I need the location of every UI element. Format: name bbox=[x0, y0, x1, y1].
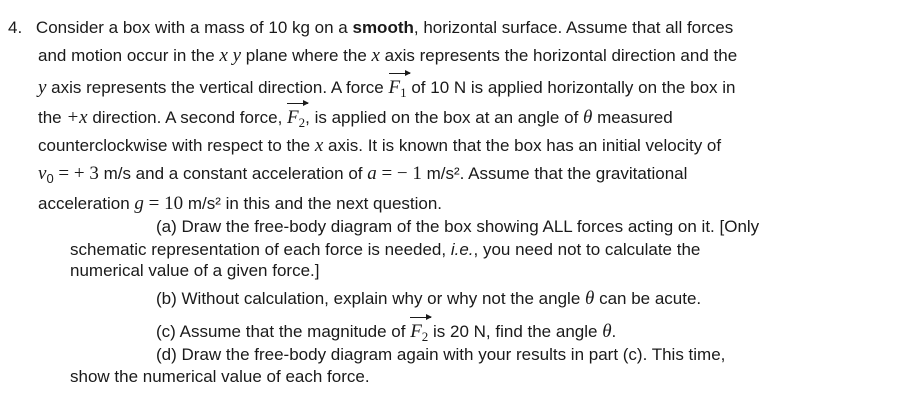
text: can be acute. bbox=[594, 289, 702, 308]
text: (c) Assume that the magnitude of bbox=[156, 322, 411, 341]
text: counterclockwise with respect to the bbox=[38, 136, 315, 155]
subscript: 0 bbox=[46, 171, 54, 186]
math-theta: θ bbox=[602, 321, 612, 342]
math-f: F bbox=[287, 107, 299, 128]
math-v0-value: = + 3 bbox=[58, 163, 99, 184]
text: (b) Without calculation, explain why or why not the angle bbox=[156, 289, 586, 308]
part-c bbox=[156, 320, 616, 343]
subscript: 1 bbox=[400, 85, 407, 100]
text: and a constant acceleration of bbox=[130, 164, 368, 183]
text: plane where the bbox=[241, 46, 372, 65]
text: schematic representation of each force is needed, bbox=[70, 240, 451, 259]
text: Consider a box with a mass of 10 kg on a bbox=[35, 18, 353, 37]
text: , horizontal surface. Assume that all forces bbox=[413, 18, 734, 37]
text: acceleration bbox=[38, 194, 135, 213]
text: direction. A second force, bbox=[87, 108, 288, 127]
math-a-value: = − 1 bbox=[376, 163, 422, 184]
question-line-7 bbox=[38, 194, 442, 214]
text: axis represents the vertical direction. A force bbox=[46, 78, 389, 97]
math-g-value: = 10 bbox=[143, 193, 184, 214]
subscript: 2 bbox=[298, 115, 306, 130]
math-xy: x y bbox=[219, 45, 242, 66]
part-d-line-2 bbox=[70, 367, 370, 387]
emphasis-smooth: smooth bbox=[352, 18, 414, 37]
question-line-5 bbox=[38, 136, 721, 156]
subscript: 2 bbox=[421, 329, 429, 344]
vector-f1 bbox=[389, 76, 407, 99]
vector-f2 bbox=[410, 320, 428, 343]
math-x: x bbox=[314, 135, 324, 156]
vector-f2 bbox=[287, 106, 305, 129]
text: , you need not to calculate the bbox=[473, 240, 701, 259]
text: m/s bbox=[98, 164, 131, 183]
text: , is applied on the box at an angle of bbox=[305, 108, 584, 127]
text: show the numerical value of each force. bbox=[70, 367, 370, 386]
question-line-4 bbox=[38, 106, 673, 129]
part-a-line-3 bbox=[70, 261, 319, 281]
math-f: F bbox=[410, 321, 422, 342]
part-d-line-1 bbox=[156, 345, 725, 365]
part-a-line-1 bbox=[156, 217, 759, 237]
math-g: g bbox=[134, 193, 144, 214]
math-plus-x: +x bbox=[66, 107, 88, 128]
text: (a) Draw the free-body diagram of the box showing ALL forces acting on it. [Only bbox=[156, 217, 760, 236]
text-ie: i.e. bbox=[450, 240, 474, 259]
part-b bbox=[156, 289, 701, 309]
math-theta: θ bbox=[583, 107, 593, 128]
text: . bbox=[611, 322, 617, 341]
text: of 10 N is applied horizontally on the box in bbox=[406, 78, 736, 97]
question-line-6 bbox=[38, 164, 687, 185]
text: the bbox=[38, 108, 67, 127]
math-v: v bbox=[38, 163, 47, 184]
math-y: y bbox=[38, 77, 47, 98]
text: axis. It is known that the box has an initial velocity of bbox=[323, 136, 722, 155]
text: axis represents the horizontal direction and the bbox=[379, 46, 738, 65]
math-theta: θ bbox=[585, 288, 595, 309]
question-line-2 bbox=[38, 46, 737, 66]
text: (d) Draw the free-body diagram again with your results in part (c). This time, bbox=[156, 345, 726, 364]
question-line-1 bbox=[8, 18, 733, 38]
text: is 20 N, find the angle bbox=[428, 322, 603, 341]
text: m/s². Assume that the gravitational bbox=[421, 164, 688, 183]
text: numerical value of a given force.] bbox=[70, 261, 320, 280]
math-x: x bbox=[371, 45, 380, 66]
question-number: 4. bbox=[8, 18, 23, 37]
text: m/s² in this and the next question. bbox=[183, 194, 443, 213]
question-line-3 bbox=[38, 76, 735, 99]
math-a: a bbox=[367, 163, 377, 184]
part-a-line-2 bbox=[70, 240, 700, 260]
math-f: F bbox=[388, 77, 401, 98]
text: measured bbox=[592, 108, 673, 127]
text: and motion occur in the bbox=[38, 46, 220, 65]
